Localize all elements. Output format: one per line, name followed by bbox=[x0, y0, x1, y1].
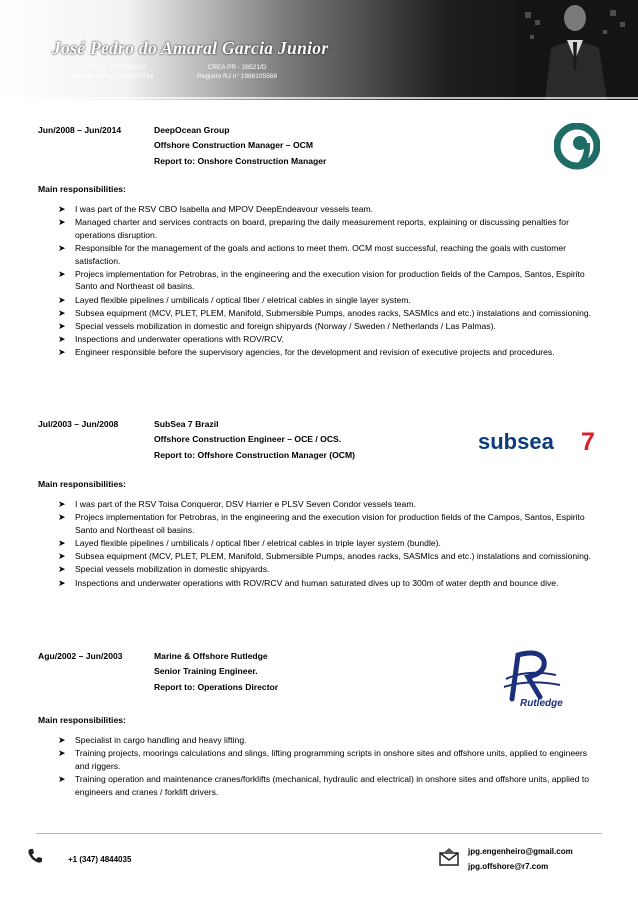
arrow-bullet-icon: ➤ bbox=[58, 347, 66, 358]
rutledge-logo bbox=[496, 649, 570, 709]
arrow-bullet-icon: ➤ bbox=[58, 294, 66, 305]
responsibilities-list bbox=[38, 734, 603, 799]
arrow-bullet-icon: ➤ bbox=[58, 268, 66, 279]
arrow-bullet-icon: ➤ bbox=[58, 334, 66, 345]
list-item: ➤ Projecs implementation for Petrobras, in the engineering and the execution vision for production fields of the Campos, Santos, Espirito Santo and Northeast oil basins. bbox=[58, 512, 585, 535]
credential-crea: CREA PR - 28521/D Registro RJ n° 1986105568 bbox=[197, 64, 277, 80]
header-photo bbox=[515, 0, 638, 100]
responsibilities-heading: Main responsibilities: bbox=[38, 184, 126, 194]
list-item: ➤ Layed flexible pipelines / umbilicals / optical fiber / eletrical cables in single layer system. bbox=[58, 294, 411, 305]
job-subsea7 bbox=[38, 417, 608, 632]
list-item: ➤ Specialist in cargo handling and heavy lifting. bbox=[58, 735, 247, 745]
responsibilities-heading: Main responsibilities: bbox=[38, 715, 126, 725]
header-banner bbox=[0, 0, 638, 100]
list-item: ➤ Special vessels mobilization in domestic shipyards. bbox=[58, 564, 270, 575]
job-dates: Jun/2008 – Jun/2014 bbox=[38, 125, 122, 135]
arrow-bullet-icon: ➤ bbox=[58, 537, 66, 548]
arrow-bullet-icon: ➤ bbox=[58, 735, 66, 745]
arrow-bullet-icon: ➤ bbox=[58, 773, 66, 784]
list-item: ➤ I was part of the RSV Toisa Conqueror, DSV Harrier e PLSV Seven Condor vessels team. bbox=[58, 499, 416, 509]
list-item: ➤ Training projects, moorings calculations and slings, lifting programming scripts in onshore sites and offshore units, applied to engineers and riggers. bbox=[58, 748, 588, 771]
footer-divider bbox=[36, 833, 602, 834]
arrow-bullet-icon: ➤ bbox=[58, 204, 66, 214]
list-item: ➤ Subsea equipment (MCV, PLET, PLEM, Manifold, Submersible Pumps, anodes racks, SASMIcs and etc.) instalations and comissioning. bbox=[58, 551, 592, 562]
phone-number[interactable]: +1 (347) 4844035 bbox=[68, 855, 132, 864]
credential-confea: CONFEA 170708451-2 Registro SP n° 5060515714 bbox=[72, 64, 154, 80]
list-item: ➤ Training operation and maintenance cranes/forklifts (mechanical, hydraulic and electrical) in onshore sites and offshore units, applied to engineers and cranes / forklift drivers. bbox=[58, 773, 590, 797]
job-dates: Jul/2003 – Jun/2008 bbox=[38, 419, 119, 429]
job-report: Report to: Offshore Construction Manager (OCM) bbox=[154, 450, 355, 460]
list-item: ➤ Inspections and underwater operations with ROV/RCV and human saturated dives up to 300m of water depth and bounce dive. bbox=[58, 577, 559, 588]
subsea7-logo-text: subsea bbox=[478, 429, 554, 454]
subsea7-logo bbox=[478, 427, 604, 457]
arrow-bullet-icon: ➤ bbox=[58, 748, 66, 759]
list-item: ➤ Inspections and underwater operations with ROV/RCV. bbox=[58, 334, 284, 345]
list-item: ➤ Special vessels mobilization in domestic and foreign shipyards (Norway / Sweden / Netherlands / Las Palmas). bbox=[58, 320, 496, 331]
responsibilities-heading: Main responsibilities: bbox=[38, 479, 126, 489]
list-item: ➤ Subsea equipment (MCV, PLET, PLEM, Manifold, Submersible Pumps, anodes racks, SASMIcs and etc.) instalations and comissioning. bbox=[58, 307, 592, 318]
job-title: Senior Training Engineer. bbox=[154, 666, 258, 676]
subsea7-logo-number: 7 bbox=[581, 428, 595, 456]
job-rutledge bbox=[38, 649, 608, 809]
arrow-bullet-icon: ➤ bbox=[58, 499, 66, 509]
rutledge-logo-text: Rutledge bbox=[520, 698, 563, 709]
email-primary[interactable]: jpg.engenheiro@gmail.com bbox=[468, 847, 573, 856]
job-dates: Agu/2002 – Jun/2003 bbox=[38, 651, 123, 661]
list-item: ➤ I was part of the RSV CBO Isabella and MPOV DeepEndeavour vessels team. bbox=[58, 204, 374, 214]
person-name: José Pedro do Amaral Garcia Junior bbox=[52, 38, 329, 58]
arrow-bullet-icon: ➤ bbox=[58, 551, 66, 562]
list-item: ➤ Responsible for the management of the goals and actions to meet them. OCM most successful, reaching the goals with customer satisfaction. bbox=[58, 242, 567, 266]
job-title: Offshore Construction Manager – OCM bbox=[154, 140, 313, 150]
list-item: ➤ Projecs implementation for Petrobras, in the engineering and the execution vision for production fields of the Campos, Santos, Espirito Santo and Northeast oil basins. bbox=[58, 268, 585, 292]
job-deepocean bbox=[38, 123, 608, 393]
job-company: SubSea 7 Brazil bbox=[154, 419, 219, 429]
header-divider bbox=[0, 97, 638, 99]
job-title: Offshore Construction Engineer – OCE / OCS. bbox=[154, 434, 342, 444]
job-company: Marine & Offshore Rutledge bbox=[154, 651, 268, 661]
email-icon bbox=[438, 846, 460, 868]
responsibilities-list bbox=[38, 498, 603, 590]
arrow-bullet-icon: ➤ bbox=[58, 512, 66, 523]
phone-icon bbox=[26, 847, 44, 865]
arrow-bullet-icon: ➤ bbox=[58, 242, 66, 253]
list-item: ➤ Layed flexible pipelines / umbilicals / optical fiber / eletrical cables in triple layer system (bundle). bbox=[58, 537, 441, 548]
arrow-bullet-icon: ➤ bbox=[58, 217, 66, 228]
job-report: Report to: Operations Director bbox=[154, 682, 279, 692]
arrow-bullet-icon: ➤ bbox=[58, 307, 66, 318]
responsibilities-list bbox=[38, 203, 603, 359]
arrow-bullet-icon: ➤ bbox=[58, 320, 66, 331]
arrow-bullet-icon: ➤ bbox=[58, 577, 66, 588]
list-item: ➤ Engineer responsible before the supervisory agencies, for the development and revision of executive projects and procedures. bbox=[58, 347, 555, 358]
deepocean-logo bbox=[554, 123, 600, 171]
arrow-bullet-icon: ➤ bbox=[58, 564, 66, 575]
email-secondary[interactable]: jpg.offshore@r7.com bbox=[468, 862, 549, 871]
job-report: Report to: Onshore Construction Manager bbox=[154, 156, 327, 166]
list-item: ➤ Managed charter and services contracts on board, preparing the daily measurement reports, explaining or discussing penalties for operations disruption. bbox=[58, 217, 569, 240]
job-company: DeepOcean Group bbox=[154, 125, 230, 135]
